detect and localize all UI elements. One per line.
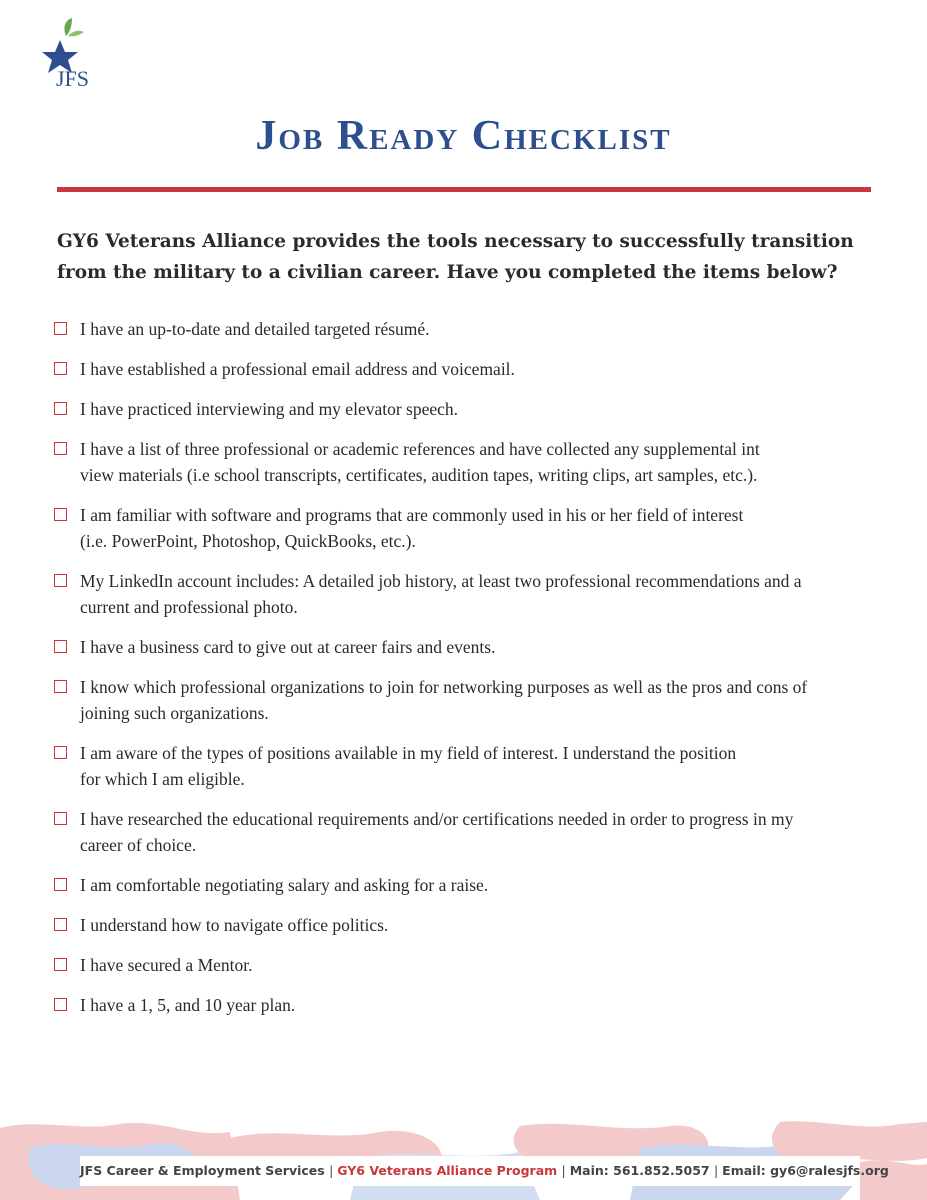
intro-line-2: from the military to a civilian career. Have you completed the items below? — [57, 262, 838, 283]
checkbox-icon[interactable] — [54, 322, 67, 335]
item-text-cont: current and professional photo. — [80, 597, 298, 617]
checklist-item-references[interactable] — [54, 436, 874, 488]
intro-paragraph — [57, 226, 877, 288]
footer-program: GY6 Veterans Alliance Program — [337, 1163, 558, 1178]
item-text: I have a business card to give out at career fairs and events. — [80, 637, 496, 657]
checklist-item-interviewing[interactable] — [54, 396, 874, 422]
checkbox-icon[interactable] — [54, 680, 67, 693]
footer-org: JFS Career & Employment Services — [80, 1163, 325, 1178]
item-text: I am familiar with software and programs that are commonly used in his or her field of interest — [80, 505, 744, 525]
checklist-item-positions[interactable] — [54, 740, 874, 792]
item-text: I am comfortable negotiating salary and asking for a raise. — [80, 875, 489, 895]
checklist-item-mentor[interactable] — [54, 952, 874, 978]
item-text: My LinkedIn account includes: A detailed job history, at least two professional recommendations and a — [80, 571, 802, 591]
checklist-item-organizations[interactable] — [54, 674, 874, 726]
checklist-item-salary[interactable] — [54, 872, 874, 898]
footer-main-label: Main: — [569, 1163, 609, 1178]
item-text-cont: view materials (i.e school transcripts, certificates, audition tapes, writing clips, art samples, etc.). — [80, 465, 758, 485]
item-text: I have researched the educational requirements and/or certifications needed in order to progress in my — [80, 809, 794, 829]
checklist — [54, 316, 874, 1032]
checklist-item-business-card[interactable] — [54, 634, 874, 660]
checkbox-icon[interactable] — [54, 640, 67, 653]
checklist-item-linkedin[interactable] — [54, 568, 874, 620]
logo-text: JFS — [56, 66, 90, 90]
checklist-item-resume[interactable] — [54, 316, 874, 342]
footer-email[interactable]: gy6@ralesjfs.org — [770, 1163, 889, 1178]
item-text: I have a list of three professional or academic references and have collected any supplemental int — [80, 439, 760, 459]
checkbox-icon[interactable] — [54, 812, 67, 825]
checkbox-icon[interactable] — [54, 402, 67, 415]
jfs-logo — [38, 14, 108, 90]
checklist-item-software[interactable] — [54, 502, 874, 554]
item-text: I know which professional organizations to join for networking purposes as well as the pros and cons of — [80, 677, 808, 697]
item-text-cont: career of choice. — [80, 835, 197, 855]
item-text: I understand how to navigate office politics. — [80, 915, 389, 935]
item-text: I am aware of the types of positions available in my field of interest. I understand the position — [80, 743, 737, 763]
checkbox-icon[interactable] — [54, 362, 67, 375]
item-text: I have established a professional email address and voicemail. — [80, 359, 515, 379]
checklist-item-email[interactable] — [54, 356, 874, 382]
checklist-item-year-plan[interactable] — [54, 992, 874, 1018]
checklist-item-education[interactable] — [54, 806, 874, 858]
item-text: I have an up-to-date and detailed targeted résumé. — [80, 319, 430, 339]
checklist-item-office-politics[interactable] — [54, 912, 874, 938]
checkbox-icon[interactable] — [54, 998, 67, 1011]
item-text-cont: (i.e. PowerPoint, Photoshop, QuickBooks, etc.). — [80, 531, 416, 551]
item-text-cont: for which I am eligible. — [80, 769, 245, 789]
checkbox-icon[interactable] — [54, 878, 67, 891]
page-title: Job Ready Checklist — [255, 113, 672, 159]
footer-email-label: Email: — [722, 1163, 766, 1178]
item-text: I have a 1, 5, and 10 year plan. — [80, 995, 296, 1015]
checkbox-icon[interactable] — [54, 574, 67, 587]
footer-contact: JFS Career & Employment Services | GY6 Veterans Alliance Program | Main: 561.852.5057 | Email: gy6@ralesjfs.org — [80, 1156, 860, 1186]
item-text: I have secured a Mentor. — [80, 955, 253, 975]
intro-line-1: GY6 Veterans Alliance provides the tools necessary to successfully transition — [57, 231, 854, 252]
checkbox-icon[interactable] — [54, 442, 67, 455]
checkbox-icon[interactable] — [54, 918, 67, 931]
title-divider — [57, 187, 871, 192]
checkbox-icon[interactable] — [54, 508, 67, 521]
item-text-cont: joining such organizations. — [80, 703, 269, 723]
footer-phone[interactable]: 561.852.5057 — [613, 1163, 710, 1178]
checkbox-icon[interactable] — [54, 746, 67, 759]
checkbox-icon[interactable] — [54, 958, 67, 971]
item-text: I have practiced interviewing and my elevator speech. — [80, 399, 459, 419]
star-leaf-logo-icon — [38, 14, 108, 90]
